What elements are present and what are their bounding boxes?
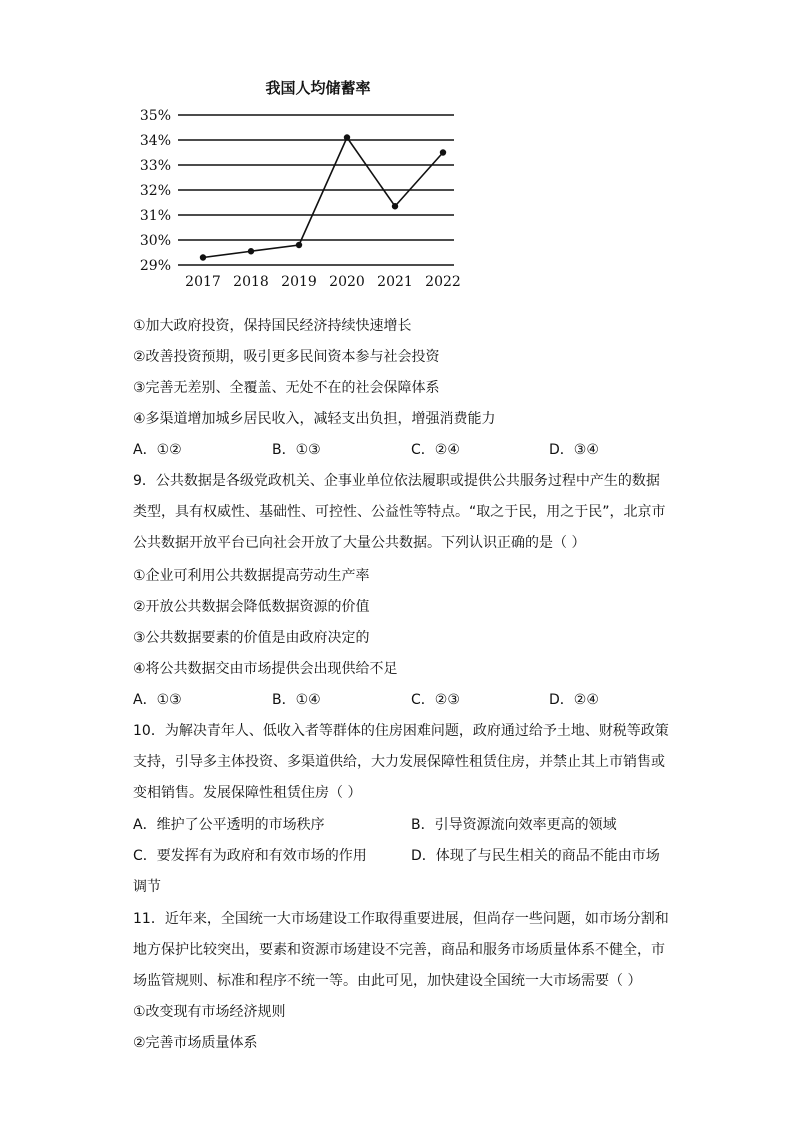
q9-item-4: ④将公共数据交由市场提供会出现供给不足 (133, 661, 398, 677)
q8-option-a[interactable]: A．①② (133, 442, 182, 458)
x-tick-label: 2017 (185, 274, 221, 290)
y-tick-label: 35% (139, 108, 171, 124)
q10-stem-line-1: 10．为解决青年人、低收入者等群体的住房困难问题，政府通过给予土地、财税等政策 (133, 723, 669, 739)
y-tick-label: 29% (139, 258, 171, 274)
q11-stem-line-3: 场监管规则、标准和程序不统一等。由此可见，加快建设全国统一大市场需要（ ） (133, 973, 642, 989)
q8-item-1: ①加大政府投资，保持国民经济持续快速增长 (133, 318, 412, 334)
q9-option-c[interactable]: C．②③ (411, 692, 460, 708)
q8-item-2: ②改善投资预期，吸引更多民间资本参与社会投资 (133, 349, 440, 365)
q9-stem-line-3: 公共数据开放平台已向社会开放了大量公共数据。下列认识正确的是（ ） (133, 535, 586, 551)
data-point (392, 203, 398, 209)
x-tick-label: 2022 (425, 274, 461, 290)
q9-item-2: ②开放公共数据会降低数据资源的价值 (133, 599, 370, 615)
q11-item-1: ①改变现有市场经济规则 (133, 1004, 286, 1020)
q8-option-c[interactable]: C．②④ (411, 442, 460, 458)
q11-stem-line-1: 11．近年来，全国统一大市场建设工作取得重要进展，但尚存一些问题，如市场分割和 (133, 911, 669, 927)
q9-option-b[interactable]: B．①④ (272, 692, 321, 708)
q9-item-1: ①企业可利用公共数据提高劳动生产率 (133, 568, 370, 584)
y-tick-label: 30% (139, 233, 171, 249)
q10-option-a[interactable]: A．维护了公平透明的市场秩序 (133, 817, 325, 833)
q10-option-b[interactable]: B．引导资源流向效率更高的领域 (411, 817, 617, 833)
data-point (200, 254, 206, 260)
savings-rate-line-chart (130, 72, 470, 294)
q10-option-d[interactable]: D．体现了与民生相关的商品不能由市场 (411, 848, 660, 864)
x-tick-label: 2021 (377, 274, 413, 290)
q9-stem-line-1: 9．公共数据是各级党政机关、企事业单位依法履职或提供公共服务过程中产生的数据 (133, 473, 660, 489)
x-tick-label: 2020 (329, 274, 365, 290)
q9-stem-line-2: 类型，具有权威性、基础性、可控性、公益性等特点。“取之于民，用之于民”，北京市 (133, 504, 666, 520)
y-tick-label: 33% (139, 158, 171, 174)
q11-item-2: ②完善市场质量体系 (133, 1035, 258, 1051)
q8-option-d[interactable]: D．③④ (549, 442, 599, 458)
data-point (344, 134, 350, 140)
y-tick-label: 34% (139, 133, 171, 149)
q9-item-3: ③公共数据要素的价值是由政府决定的 (133, 630, 370, 646)
y-tick-label: 32% (139, 183, 171, 199)
q9-option-d[interactable]: D．②④ (549, 692, 599, 708)
x-tick-label: 2018 (233, 274, 269, 290)
q11-stem-line-2: 地方保护比较突出，要素和资源市场建设不完善，商品和服务市场质量体系不健全，市 (133, 942, 665, 958)
y-tick-label: 31% (139, 208, 171, 224)
q8-option-b[interactable]: B．①③ (272, 442, 321, 458)
q10-option-d-continued: 调节 (133, 879, 161, 895)
chart-title: 我国人均储蓄率 (265, 79, 371, 97)
x-tick-label: 2019 (281, 274, 317, 290)
data-point (296, 242, 302, 248)
data-point (440, 149, 446, 155)
q10-option-c[interactable]: C．要发挥有为政府和有效市场的作用 (133, 848, 367, 864)
q8-item-4: ④多渠道增加城乡居民收入，减轻支出负担，增强消费能力 (133, 411, 496, 427)
q8-item-3: ③完善无差别、全覆盖、无处不在的社会保障体系 (133, 380, 440, 396)
q9-option-a[interactable]: A．①③ (133, 692, 182, 708)
q10-stem-line-3: 变相销售。发展保障性租赁住房（ ） (133, 785, 362, 801)
data-point (248, 248, 254, 254)
q10-stem-line-2: 支持，引导多主体投资、多渠道供给，大力发展保障性租赁住房，并禁止其上市销售或 (133, 754, 665, 770)
